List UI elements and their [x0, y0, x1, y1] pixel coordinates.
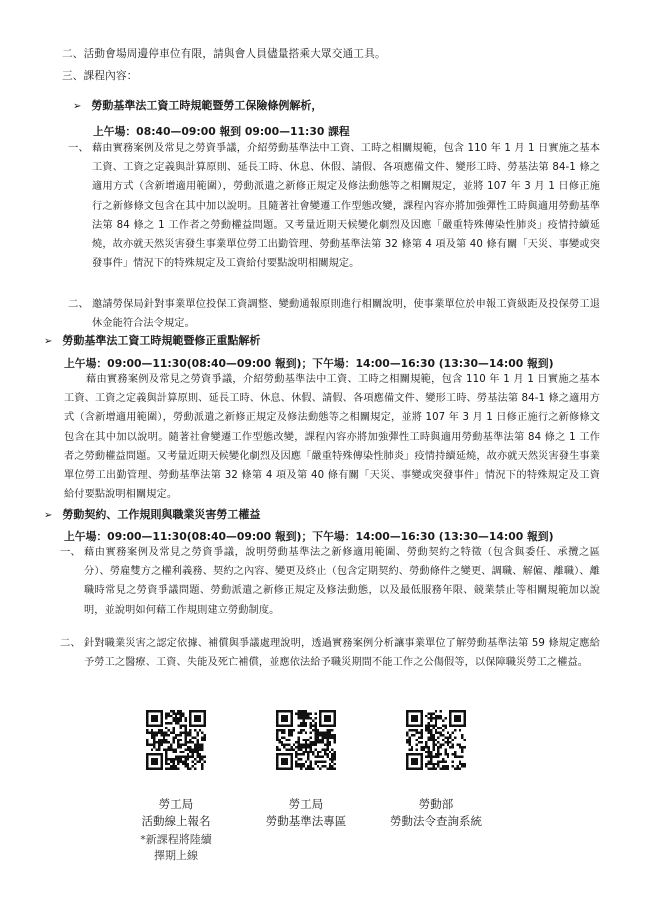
section-1-item-2-number: 二、 — [68, 298, 89, 310]
section-2-title: 勞動基準法工資工時規範暨修正重點解析 — [62, 334, 261, 347]
section-1-item-1-text: 藉由實務案例及常見之勞資爭議，介紹勞動基準法中工資、工時之相關規範，包含 110 年 1 月 1 日實施之基本工資、工資之定義與計算原則、延長工時、休息、休假、請假、各項應備文件、變形工時、勞基法第 84-1 條之適用方式（含新增適用範圍），勞動派遣之新修正規定及修法動態等之相關規定，並將 107 年 3 月 1 日修正施行之新修條文包含在其中加以說明。且隨著社會變遷工作型態改變，課程內容亦將加強彈性工時與適用勞動基準法第 84 條之 1 工作者之勞動權益問題。又考量近期天候變化劇烈及因應「嚴重特殊傳染性肺炎」疫情持續延燒，故亦就天然災害發生事業單位勞工出勤管理、勞動基準法第 32 條第 4 項及第 40 條有關「天災、事變或突發事件」情況下的特殊規定及工資給付要點說明相關規定。 — [92, 143, 600, 270]
qr-note-line-2: 擇期上線 — [154, 849, 198, 862]
qr-code-icon[interactable] — [406, 710, 466, 770]
section-2-text: 藉由實務案例及常見之勞資爭議，介紹勞動基準法中工資、工時之相關規範，包含 110 年 1 月 1 日實施之基本工資、工資之定義與計算原則、延長工時、休息、休假、請假、各項應備文件、變形工時、勞基法第 84-1 條之適用方式（含新增適用範圍），勞動派遣之新修正規定及修法動態等之相關規定，並將 107 年 3 月 1 日修正施行之新修條文包含在其中加以說明。隨著社會變遷工作型態改變，課程內容亦將加強彈性工時與適用勞動基準法第 84 條之 1 工作者之勞動權益問題。又考量近期天候變化劇烈及因應「嚴重特殊傳染性肺炎」疫情持續延燒，故亦就天然災害發生事業單位勞工出勤管理、勞動基準法第 32 條第 4 項及第 40 條有關「天災、事變或突發事件」情況下的特殊規定及工資給付要點說明相關規定。 — [64, 374, 600, 501]
intro-item-3: 三、課程內容： — [62, 70, 138, 82]
section-3-item-1-number: 一、 — [60, 546, 81, 558]
qr-label-org: 勞工局 — [158, 797, 194, 811]
section-1-item-2-text: 邀請勞保局針對事業單位投保工資調整、變動通報原則進行相關說明，使事業單位於申報工資級距及投保勞工退休金能符合法令規定。 — [92, 299, 600, 330]
section-3-item-2-text: 針對職業災害之認定依據、補償與爭議處理說明，透過實務案例分析讓事業單位了解勞動基準法第 59 條規定應給予勞工之醫療、工資、失能及死亡補償，並應依法給予職災期間不能工作之公傷假等，以保障職災勞工之權益。 — [84, 638, 600, 669]
qr-code-icon[interactable] — [276, 710, 336, 770]
qr-label-name: 勞動基準法專區 — [265, 814, 347, 828]
qr-block-law-search — [356, 710, 516, 830]
qr-label-name: 活動線上報名 — [141, 814, 211, 828]
section-3-item-1-text: 藉由實務案例及常見之勞資爭議，說明勞動基準法之新修適用範圍、勞動契約之特徵（包含與委任、承攬之區分）、勞雇雙方之權利義務、契約之內容、變更及終止（包含定期契約、勞動條件之變更、調職、解僱、離職）、離職時常見之勞資爭議問題、勞動派遣之新修正規定及修法動態，以及最低服務年限、競業禁止等相關規範加以說明，並說明如何藉工作規則建立勞動制度。 — [84, 547, 600, 616]
section-1-schedule: 上午場：08:40—09:00 報到 09:00—11:30 課程 — [93, 125, 350, 138]
arrow-bullet-icon: ➢ — [44, 510, 53, 521]
qr-label-org: 勞動部 — [418, 797, 454, 811]
section-1-heading — [73, 98, 322, 115]
arrow-bullet-icon: ➢ — [44, 336, 53, 347]
intro-item-2: 二、活動會場周邊停車位有限，請與會人員儘量搭乘大眾交通工具。 — [62, 48, 386, 60]
section-1-title: 勞動基準法工資工時規範暨勞工保險條例解析， — [91, 99, 323, 112]
arrow-bullet-icon: ➢ — [73, 101, 82, 112]
qr-label-name: 勞動法令查詢系統 — [390, 814, 482, 828]
section-2-heading — [44, 333, 260, 350]
qr-code-icon[interactable] — [146, 710, 206, 770]
section-3-item-2-number: 二、 — [60, 637, 81, 649]
qr-label-org: 勞工局 — [288, 797, 324, 811]
qr-note-line-1: *新課程將陸續 — [140, 833, 212, 846]
section-2-schedule: 上午場：09:00—11:30(08:40—09:00 報到)；下午場：14:00—16:30 (13:30—14:00 報到) — [64, 357, 554, 370]
section-1-item-1-number: 一、 — [68, 142, 89, 154]
section-3-title: 勞動契約、工作規則與職業災害勞工權益 — [62, 508, 261, 521]
section-3-heading — [44, 507, 260, 524]
section-3-schedule: 上午場：09:00—11:30(08:40—09:00 報到)；下午場：14:00—16:30 (13:30—14:00 報到) — [64, 530, 554, 543]
